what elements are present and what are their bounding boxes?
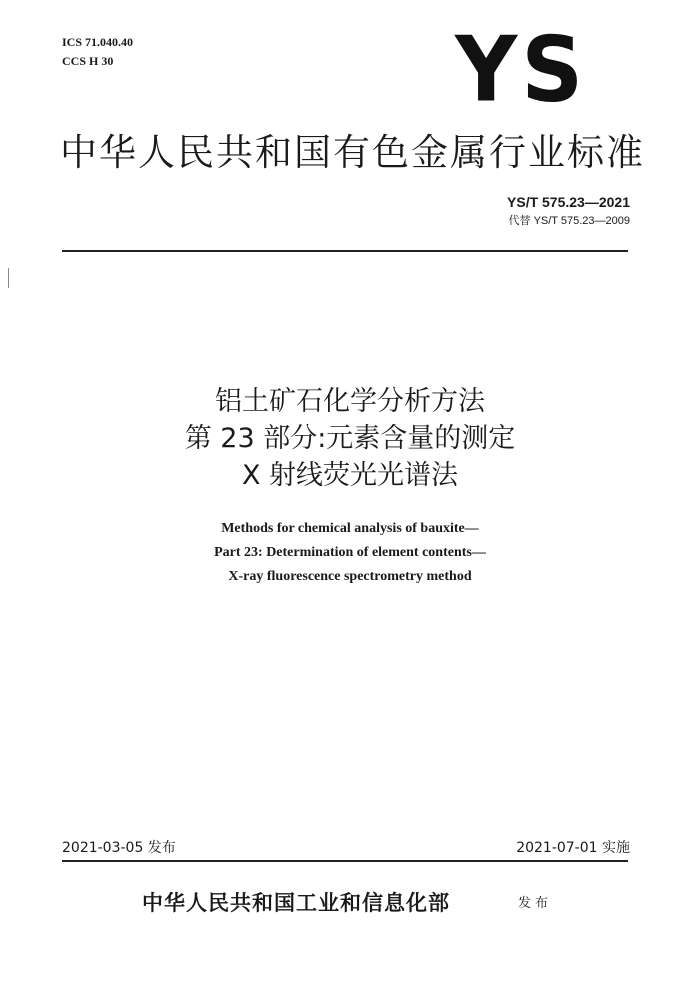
english-title-line-2: Part 23: Determination of element contents— (214, 545, 486, 560)
issue-date: 2021-03-05 发布 (62, 840, 176, 856)
english-title (0, 517, 700, 589)
top-divider (62, 250, 628, 252)
english-title-line-3: X-ray fluorescence spectrometry method (228, 569, 472, 584)
classification-codes (62, 33, 133, 71)
standard-number-block (507, 192, 630, 230)
standard-number: YS/T 575.23—2021 (507, 194, 630, 210)
replaces-standard: 代替 YS/T 575.23—2009 (508, 215, 630, 227)
english-title-line-1: Methods for chemical analysis of bauxite— (221, 521, 479, 536)
issuing-authority: 中华人民共和国工业和信息化部 (142, 890, 450, 915)
ccs-code: CCS H 30 (62, 54, 114, 68)
publish-label: 发布 (518, 896, 553, 911)
chinese-title-line-1: 铝土矿石化学分析方法 (215, 386, 485, 417)
organization-title: 中华人民共和国有色金属行业标准 (60, 131, 645, 174)
ics-code: ICS 71.040.40 (62, 35, 134, 49)
chinese-title-line-3: X 射线荧光光谱法 (241, 460, 459, 491)
implementation-date: 2021-07-01 实施 (516, 840, 630, 856)
chinese-title-line-2: 第 23 部分:元素含量的测定 (184, 423, 516, 454)
margin-mark (8, 268, 9, 288)
ys-logo: YS (455, 17, 588, 123)
bottom-divider (62, 860, 628, 862)
chinese-title (0, 383, 700, 494)
